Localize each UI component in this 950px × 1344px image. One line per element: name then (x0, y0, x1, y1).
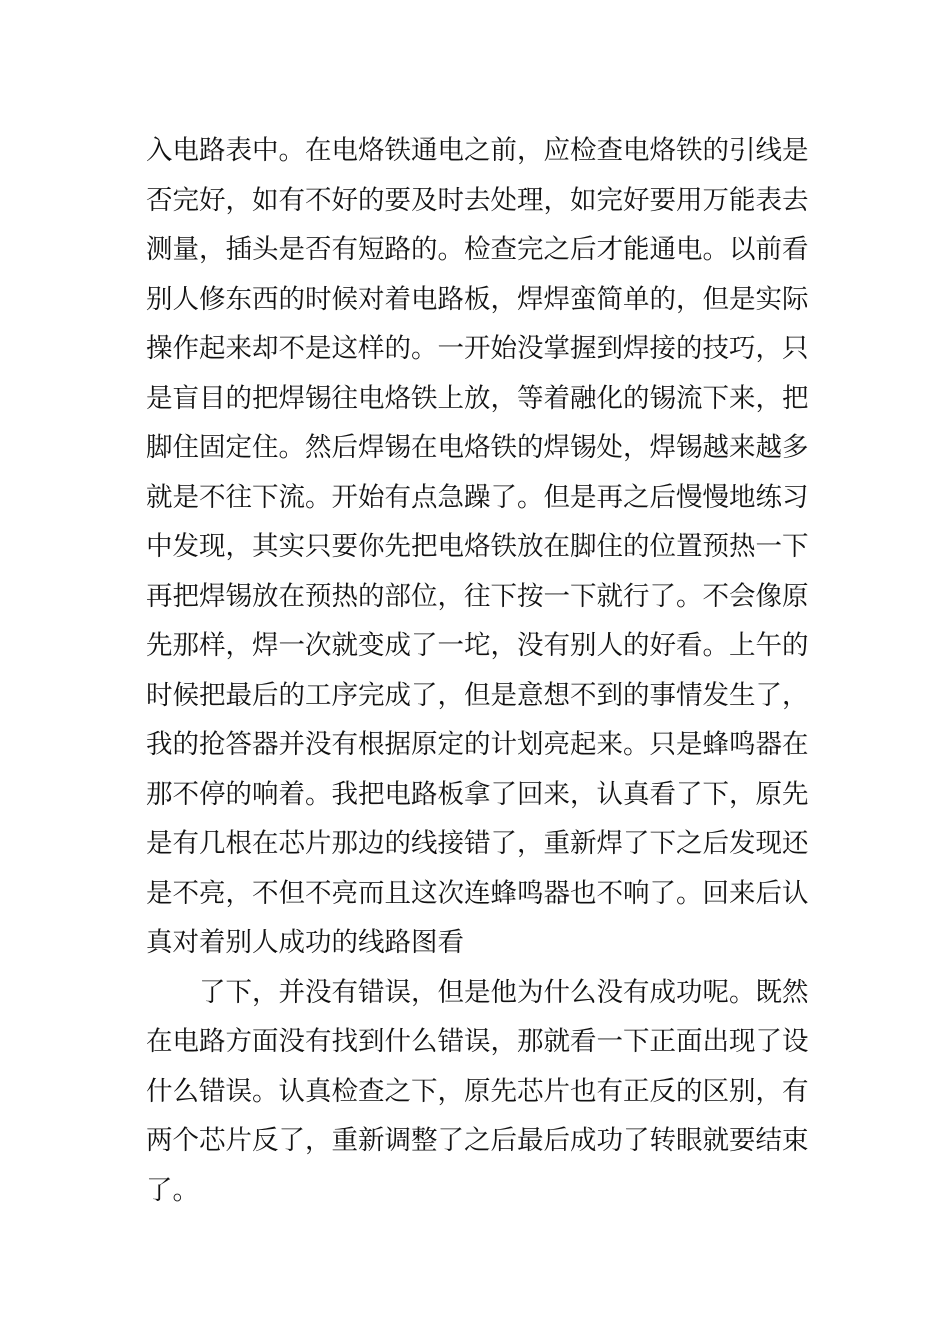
text-line-6: 是盲目的把焊锡往电烙铁上放，等着融化的锡流下来，把 (146, 382, 809, 414)
text-line-20: 什么错误。认真检查之下，原先芯片也有正反的区别，有 (146, 1075, 809, 1107)
text-line-16: 是不亮，不但不亮而且这次连蜂鸣器也不响了。回来后认 (146, 877, 809, 909)
text-line-12: 时候把最后的工序完成了，但是意想不到的事情发生了， (146, 679, 809, 711)
text-line-5: 操作起来却不是这样的。一开始没掌握到焊接的技巧，只 (146, 333, 809, 364)
text-line-22: 了。 (146, 1174, 199, 1206)
text-line-2: 否完好，如有不好的要及时去处理，如完好要用万能表去 (146, 184, 809, 216)
text-line-3: 测量，插头是否有短路的。检查完之后才能通电。以前看 (146, 234, 809, 265)
text-line-8: 就是不往下流。开始有点急躁了。但是再之后慢慢地练习 (146, 481, 809, 513)
text-line-15: 是有几根在芯片那边的线接错了，重新焊了下之后发现还 (146, 828, 809, 859)
body-text (146, 126, 809, 1215)
paragraph-2-first-line: 了下，并没有错误，但是他为什么没有成功呢。既然 (199, 976, 809, 1008)
text-line-13: 我的抢答器并没有根据原定的计划亮起来。只是蜂鸣器在 (146, 729, 809, 760)
text-line-14: 那不停的响着。我把电路板拿了回来，认真看了下，原先 (146, 778, 809, 810)
text-line-21: 两个芯片反了，重新调整了之后最后成功了转眼就要结束 (146, 1125, 809, 1156)
text-line-11: 先那样，焊一次就变成了一坨，没有别人的好看。上午的 (146, 630, 809, 661)
text-line-1: 入电路表中。在电烙铁通电之前，应检查电烙铁的引线是 (146, 135, 809, 166)
text-line-4: 别人修东西的时候对着电路板，焊焊蛮简单的，但是实际 (146, 283, 809, 315)
text-line-17: 真对着别人成功的线路图看 (146, 927, 464, 958)
text-line-7: 脚住固定住。然后焊锡在电烙铁的焊锡处，焊锡越来越多 (146, 432, 809, 463)
text-line-9: 中发现，其实只要你先把电烙铁放在脚住的位置预热一下 (146, 531, 809, 562)
text-line-10: 再把焊锡放在预热的部位，往下按一下就行了。不会像原 (146, 580, 809, 612)
text-line-19: 在电路方面没有找到什么错误，那就看一下正面出现了设 (146, 1026, 809, 1057)
